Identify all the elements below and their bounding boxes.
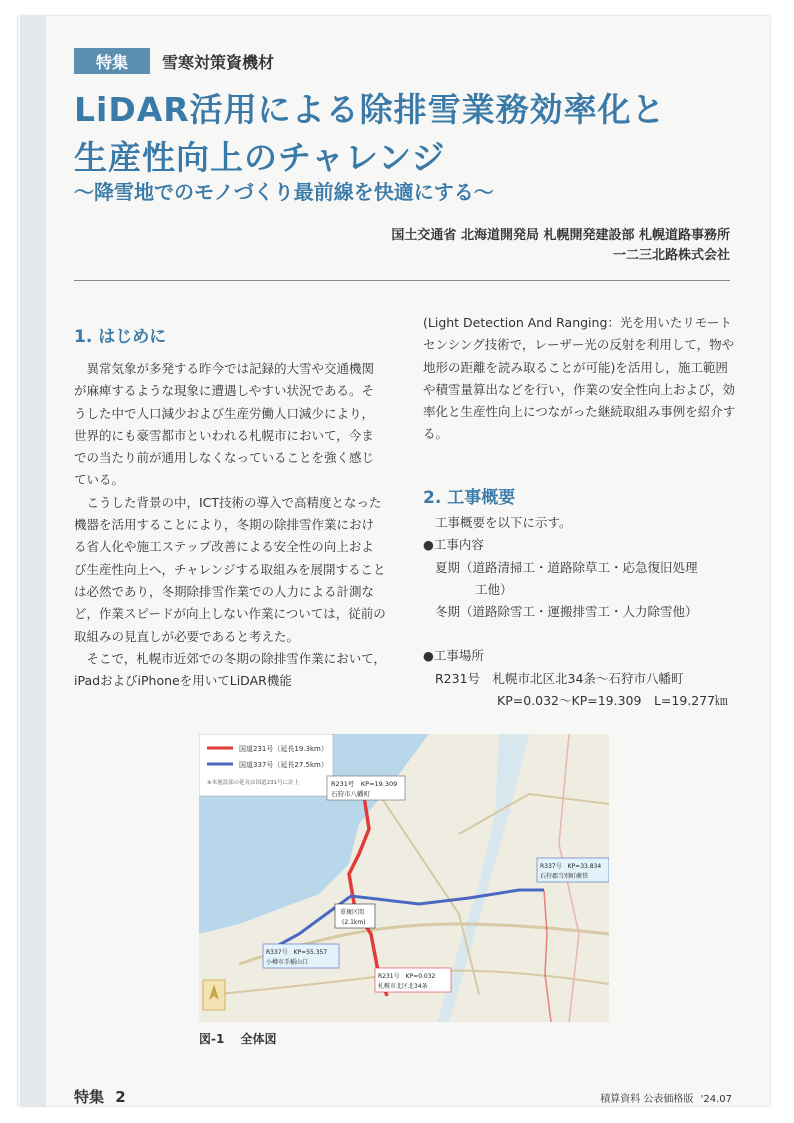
label-west: R337号 KP=55.357 [266, 949, 328, 956]
left-margin-bar [20, 16, 46, 1106]
legend-337-label: 国道337号（延長27.5km） [239, 761, 328, 769]
feature-tag: 特集 [74, 48, 150, 74]
label-south: R231号 KP=0.032 [378, 973, 436, 980]
section2-body [423, 512, 738, 712]
article-subtitle: 〜降雪地でのモノづくり最前線を快適にする〜 [74, 180, 494, 204]
title-line-1: LiDAR活用による除排雪業務効率化と [74, 90, 666, 129]
label-north-sub: 石狩市八幡町 [331, 790, 370, 798]
label-center: 重複区間 [340, 909, 365, 916]
figure-title: 全体図 [240, 1032, 277, 1046]
section2-intro: 工事概要を以下に示す。 [435, 515, 572, 530]
label-north: R231号 KP=19.309 [331, 780, 398, 788]
legend-note: ※本施設部の延長は国道231号に計上 [207, 780, 300, 786]
label-east-sub: 石狩郡当別町蕨岱 [540, 873, 589, 880]
summer-work-cont: 工他） [475, 581, 513, 597]
section1-body [74, 358, 386, 692]
author-2: 一二三北路株式会社 [612, 248, 730, 263]
footer-section: 特集 [74, 1088, 105, 1106]
section1-continuation [423, 312, 738, 446]
paragraph-3-cont: (Light Detection And Ranging：光を用いたリモートセンシング技術で，レーザー光の反射を利用して，物や地形の距離を読み取ることが可能)を活用し，施工範囲や積雪量算出などを行い，作業の安全性向上および，効率化と生産性向上につながった継続取組み事例を紹介する。 [423, 315, 736, 442]
route-map [199, 734, 609, 1022]
summer-work: 夏期（道路清掃工・道路除草工・応急復旧処理 [435, 559, 698, 575]
section1-heading: 1. はじめに [74, 327, 167, 347]
title-line-2: 生産性向上のチャレンジ [74, 138, 446, 177]
legend-231-label: 国道231号（延長19.3km） [239, 745, 328, 753]
label-center-sub: (2.1km) [342, 919, 366, 926]
paragraph-1: 異常気象が多発する昨今では記録的大雪や交通機関が麻痺するような現象に遭遇しやすい状況である。そうした中で人口減少および生産労働人口減少により，世界的にも豪雪都市といわれる札幌市において，今までの当たり前が通用しなくなっていることを強く感じている。 [74, 361, 375, 488]
article-title [74, 86, 666, 182]
label-west-sub: 小樽市手稲山口 [266, 959, 309, 966]
route-text: R231号 札幌市北区北34条〜石狩市八幡町 [435, 670, 684, 686]
page-number: 2 [115, 1088, 126, 1106]
publication-name: 積算資料 公表価格版 [600, 1094, 694, 1105]
label-south-sub: 札幌市北区北34条 [378, 983, 428, 990]
footer-left [74, 1086, 132, 1107]
label-east: R337号 KP=33.834 [540, 863, 602, 870]
section2-heading: 2. 工事概要 [423, 488, 516, 508]
authors [391, 226, 730, 266]
header-divider [74, 280, 730, 281]
issue-date: '24.07 [700, 1094, 732, 1105]
location-label: ●工事場所 [423, 648, 484, 664]
paragraph-3: そこで，札幌市近郊での冬期の除排雪作業において，iPadおよびiPhoneを用いてLiDAR機能 [74, 650, 387, 689]
north-arrow-icon [203, 980, 225, 1010]
footer-right [596, 1090, 732, 1105]
content-label: ●工事内容 [423, 537, 484, 553]
author-1: 国土交通省 北海道開発局 札幌開発建設部 札幌道路事務所 [391, 228, 730, 243]
figure-number: 図-1 [199, 1032, 225, 1046]
figure-caption [199, 1030, 289, 1047]
kp-range: KP=0.032〜KP=19.309 L=19.277㎞ [497, 693, 728, 709]
winter-work: 冬期（道路除雪工・運搬排雪工・人力除雪他） [435, 604, 698, 620]
paragraph-2: こうした背景の中，ICT技術の導入で高精度となった機器を活用することにより，冬期の除排雪作業における省人化や施工ステップ改善による安全性の向上および生産性向上へ，チャレンジする取組みを展開することは必然であり，冬期除排雪作業での人力による計測など，作業スピードが向上しない作業については，従前の取組みの見直しが必要であると考えた。 [74, 494, 386, 644]
series-title: 雪寒対策資機材 [162, 53, 275, 72]
